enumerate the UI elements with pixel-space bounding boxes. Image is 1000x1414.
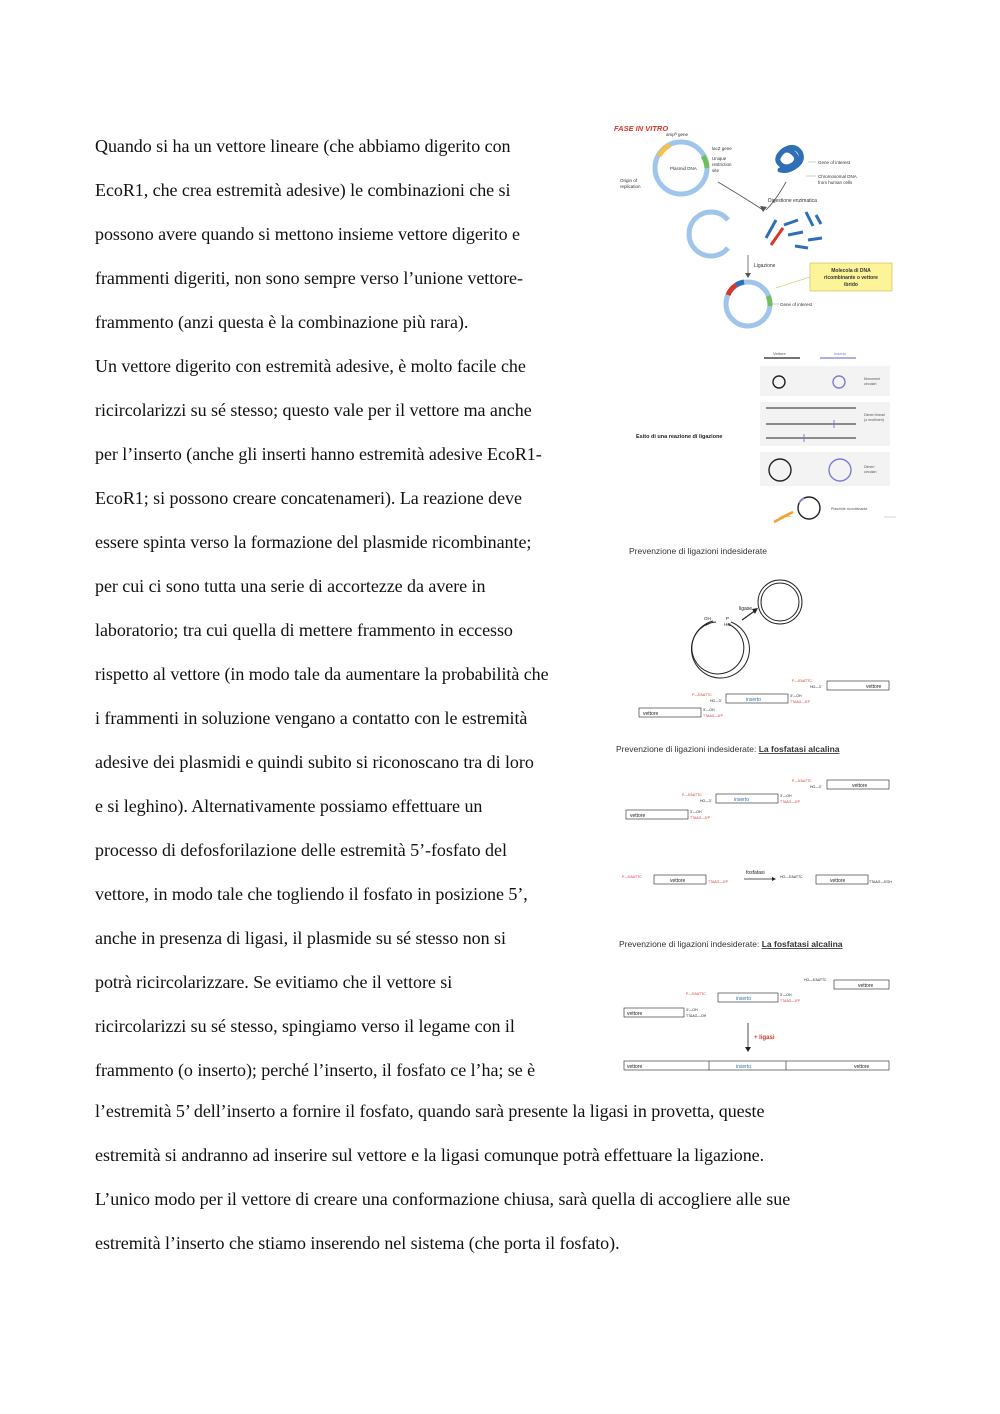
fig3-seq-v-l2: TTAAG—5’P <box>703 714 723 718</box>
fig3-seq-v-l: 3’—OH <box>703 708 715 712</box>
fig2-inserto-label: Inserto <box>834 351 847 356</box>
fig3-seq-top: P—5’AATTC <box>792 679 812 683</box>
text-line: potrà ricircolarizzare. Se evitiamo che il vettore si <box>95 972 453 992</box>
fig5-inserto: inserto <box>736 996 752 1002</box>
text-line: ricircolarizzi su sé stesso; questo vale per il vettore ma anche <box>95 400 532 420</box>
text-line: frammento (anzi questa è la combinazione più rara). <box>95 312 469 332</box>
fig2-title: Esito di una reazione di ligazione <box>636 434 723 440</box>
text-line: EcoR1, che crea estremità adesive) le combinazioni che si <box>95 180 511 200</box>
fig4-vettore-left: vettore <box>630 813 646 819</box>
fig2-plasmide: Plasmide ricombinante <box>831 507 868 511</box>
fig1-box-line1: Molecola di DNA <box>831 268 871 274</box>
text-line: laboratorio; tra cui quella di mettere frammento in eccesso <box>95 620 513 640</box>
fig1-ligazione-label: Ligazione <box>754 263 776 269</box>
fig1-gene2-label: Gene of interest <box>780 302 813 307</box>
text-line: per l’inserto (anche gli inserti hanno estremità adesive EcoR1- <box>95 444 542 464</box>
fig4-seq-oh-low: 3’—OH <box>690 810 702 814</box>
fig1-plasmid-label: Plasmid DNA <box>670 166 697 171</box>
fig1-replication-label: replication <box>620 184 641 189</box>
text-line: L’unico modo per il vettore di creare una conformazione chiusa, sarà quella di accogliere alle sue <box>95 1189 791 1209</box>
fig1-box-line3: ibrido <box>844 282 858 288</box>
text-line: l’estremità 5’ dell’inserto a fornire il fosfato, quando sarà presente la ligasi in provetta, queste <box>95 1101 765 1121</box>
fig4-inserto: inserto <box>734 797 750 803</box>
fig4-seq-tt2: TTAAG—5’OH <box>869 880 892 884</box>
fig5-seq-tt: TTAAG—5’P <box>780 999 800 1003</box>
fig5-title: Prevenzione di ligazioni indesiderate: La fosfatasi alcalina <box>619 939 843 949</box>
fig3-seq-ins-l: P—5’AATTC <box>692 693 712 697</box>
text-line: essere spinta verso la formazione del plasmide ricombinante; <box>95 532 532 552</box>
text-line: frammento (o inserto); perché l’inserto, il fosfato ce l’ha; se è <box>95 1060 536 1080</box>
fig5-seq-p: P—5’AATTC <box>686 992 706 996</box>
text-line: e si leghino). Alternativamente possiamo effettuare un <box>95 796 483 816</box>
fig1-digestione-label: Digestione enzimatica <box>768 198 817 204</box>
fig3-vettore-right: vettore <box>866 684 882 690</box>
fig1-site-label: site <box>712 168 720 173</box>
fig2-monomeri2: circolari <box>864 382 877 386</box>
fig1-lacz-label: lacZ gene <box>712 146 732 151</box>
fig5-ligasi: + ligasi <box>754 1035 775 1041</box>
fig4-seq-tt-row: TTAAG—5’P <box>708 880 728 884</box>
fig1-box-line2: ricombinante o vettore <box>824 275 878 281</box>
text-line: possono avere quando si mettono insieme vettore digerito e <box>95 224 520 244</box>
fig1-origin-label: Origin of <box>620 178 638 183</box>
fig5-vettore-left: vettore <box>627 1011 643 1017</box>
fig3-p2: P <box>726 616 730 621</box>
text-line: i frammenti in soluzione vengano a contatto con le estremità <box>95 708 528 728</box>
text-line: frammenti digeriti, non sono sempre verso l’unione vettore- <box>95 268 523 288</box>
fig2-dimeri-circ2: circolari <box>864 470 877 474</box>
fig4-seq-p-mid: P—5’AATTC <box>682 793 702 797</box>
fig5-inserto-bottom: inserto <box>736 1064 752 1070</box>
fig3-inserto: inserto <box>746 697 762 703</box>
fig5-seq-oh: 3’—OH <box>780 993 792 997</box>
text-line: adesive dei plasmidi e quindi subito si riconoscano tra di loro <box>95 752 534 772</box>
figure-prevenzione <box>614 540 899 725</box>
text-line: Quando si ha un vettore lineare (che abbiamo digerito con <box>95 136 511 156</box>
text-line: Un vettore digerito con estremità adesive, è molto facile che <box>95 356 526 376</box>
fig3-ligase: ligase <box>739 606 753 612</box>
fig1-title: FASE IN VITRO <box>614 124 669 133</box>
fig2-monomeri1: Monomeri <box>864 377 880 381</box>
fig5-seq-tt2: TTAAG—OH <box>686 1014 707 1018</box>
text-column <box>95 124 610 1092</box>
figure-fosfatasi-alcalina-1 <box>614 738 899 893</box>
fig1-amp-label: ampᴿ gene <box>666 132 689 137</box>
fig4-seq-tt-low: TTAAG—5’P <box>690 816 710 820</box>
fig3-seq-top2: HO—3’ <box>810 685 822 689</box>
fig1-human-label: from human cells <box>818 180 853 185</box>
fig3-ho: HO <box>724 622 731 627</box>
fig4-seq-ho2: HO—5’AATTC <box>780 875 803 879</box>
text-line: estremità l’inserto che stiamo inserendo nel sistema (che porta il fosfato). <box>95 1233 620 1253</box>
fig3-seq-ins-l2: HO—3’ <box>710 699 722 703</box>
fig1-chromosomal-label: Chromosomal DNA <box>818 174 857 179</box>
fig5-seq-oh-low: 3’—OH <box>686 1008 698 1012</box>
fig4-vettore-b: vettore <box>830 878 846 884</box>
fig2-dimeri-circ1: Dimeri <box>864 465 875 469</box>
fig2-dimeri-lin2: (o multimeri) <box>864 418 884 422</box>
fig2-vettore-label: Vettore <box>773 351 786 356</box>
fig1-gene-label: Gene of interest <box>818 160 851 165</box>
fig4-vettore-right: vettore <box>852 783 868 789</box>
text-line: vettore, in modo tale che togliendo il fosfato in posizione 5’, <box>95 884 528 904</box>
fig3-oh: OH <box>704 616 711 621</box>
fig4-seq-p-top: P—5’AATTC <box>792 779 812 783</box>
fig4-seq-ho-top: HO—3’ <box>810 785 822 789</box>
fig3-p1: P <box>706 622 710 627</box>
fig5-vettore-bottom-left: vettore <box>627 1064 643 1070</box>
fig4-seq-p-row: P—5’AATTC <box>622 875 642 879</box>
fig3-seq-ins-r2: TTAAG—5’P <box>790 700 810 704</box>
fig3-vettore-left: vettore <box>643 711 659 717</box>
text-line: rispetto al vettore (in modo tale da aumentare la probabilità che <box>95 664 549 684</box>
text-full-width <box>95 1089 915 1265</box>
fig2-dimeri-lin1: Dimeri lineari <box>864 413 885 417</box>
fig1-unique-label: Unique <box>712 156 727 161</box>
fig4-seq-tt-mid: TTAAG—5’P <box>780 800 800 804</box>
fig5-vettore-right: vettore <box>858 983 874 989</box>
fig4-title: Prevenzione di ligazioni indesiderate: La fosfatasi alcalina <box>616 744 840 754</box>
fig3-seq-ins-r: 3’—OH <box>790 694 802 698</box>
fig5-vettore-bottom-right: vettore <box>854 1064 870 1070</box>
fig5-seq-ho: HO—5’AATTC <box>804 978 827 982</box>
text-line: estremità si andranno ad inserire sul vettore e la ligasi comunque potrà effettuare la ligazione. <box>95 1145 765 1165</box>
fig4-vettore-a: vettore <box>670 878 686 884</box>
fig2-watermark: XXXXXX <box>884 515 897 519</box>
text-line: EcoR1; si possono creare concatenameri). La reazione deve <box>95 488 522 508</box>
fig4-seq-ho-mid: HO—3’ <box>700 799 712 803</box>
figure-fase-in-vitro <box>608 120 898 335</box>
fig4-seq-oh-mid: 3’—OH <box>780 794 792 798</box>
text-line: per cui ci sono tutta una serie di accortezze da avere in <box>95 576 486 596</box>
fig4-fosfatasi: fosfatasi <box>746 870 765 876</box>
fig1-restriction-label: restriction <box>712 162 732 167</box>
figure-esito-ligazione <box>628 346 903 528</box>
figure-fosfatasi-alcalina-2 <box>614 933 899 1088</box>
fig3-title: Prevenzione di ligazioni indesiderate <box>629 546 767 556</box>
text-line: ricircolarizzi su sé stesso, spingiamo verso il legame con il <box>95 1016 515 1036</box>
text-line: anche in presenza di ligasi, il plasmide su sé stesso non si <box>95 928 506 948</box>
text-line: processo di defosforilazione delle estremità 5’-fosfato del <box>95 840 507 860</box>
